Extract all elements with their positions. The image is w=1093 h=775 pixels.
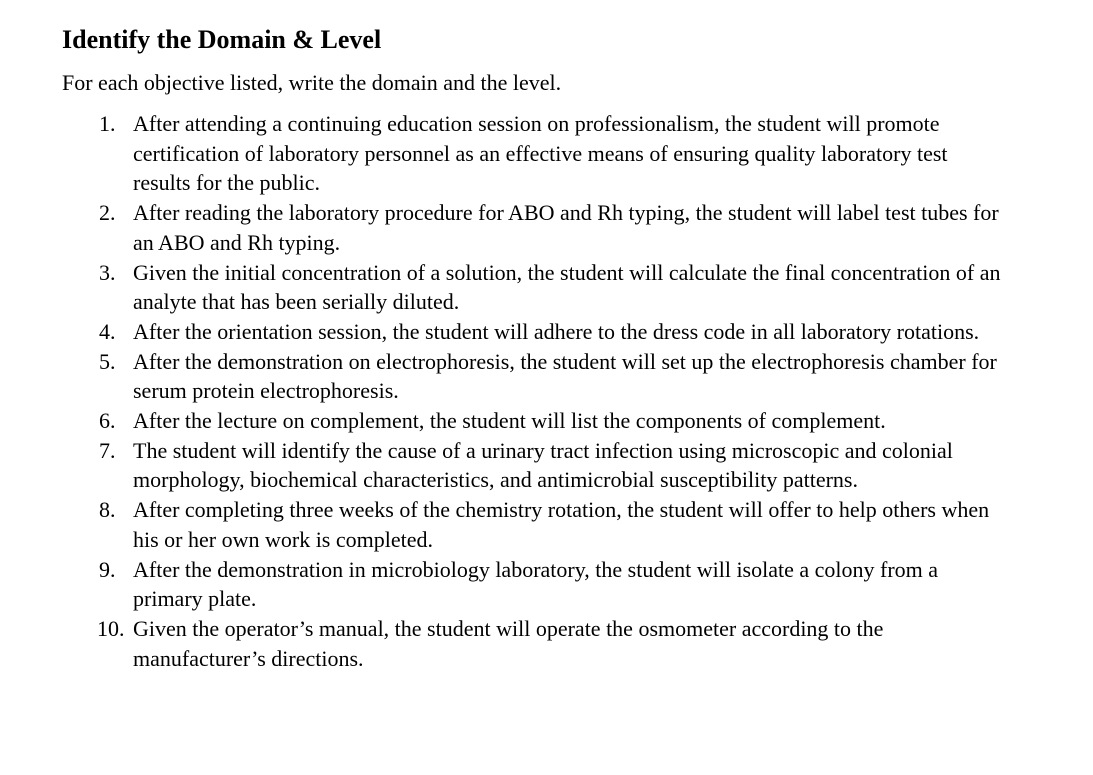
list-item — [62, 406, 1062, 436]
list-item — [62, 347, 1062, 406]
item-text: Given the initial concentration of a solution, the student will calculate the final concentration of an analyte that has been serially diluted. — [133, 259, 1001, 315]
item-text: After the demonstration on electrophoresis, the student will set up the electrophoresis chamber for serum protein electrophoresis. — [133, 348, 997, 404]
item-number: 5. — [99, 348, 116, 374]
list-item — [62, 495, 1062, 554]
page-title: Identify the Domain & Level — [62, 25, 382, 54]
item-number: 10. — [97, 615, 125, 641]
item-number: 9. — [99, 556, 116, 582]
item-number: 7. — [99, 437, 116, 463]
list-item — [62, 436, 1062, 495]
item-text: After the orientation session, the student will adhere to the dress code in all laboratory rotations. — [133, 318, 980, 344]
objectives-list — [62, 109, 1062, 673]
list-item — [62, 109, 1062, 198]
item-text: After the lecture on complement, the student will list the components of complement. — [133, 408, 886, 434]
item-text: After reading the laboratory procedure for ABO and Rh typing, the student will label test tubes for an ABO and Rh typing. — [133, 200, 999, 255]
document-page — [62, 22, 1062, 673]
item-number: 1. — [99, 111, 116, 136]
item-number: 2. — [99, 200, 116, 226]
item-number: 8. — [99, 497, 116, 523]
item-text: After attending a continuing education session on professionalism, the student will promote certification of laboratory personnel as an effective means of ensuring quality laboratory test results for the public. — [133, 111, 948, 196]
item-text: The student will identify the cause of a urinary tract infection using microscopic and colonial morphology, biochemical characteristics, and antimicrobial susceptibility patterns. — [133, 437, 953, 493]
list-item — [62, 555, 1062, 614]
item-number: 3. — [99, 259, 116, 285]
list-item — [62, 258, 1062, 317]
item-number: 4. — [99, 318, 116, 344]
list-item — [62, 614, 1062, 673]
list-item — [62, 198, 1062, 257]
item-number: 6. — [99, 408, 116, 434]
list-item — [62, 317, 1062, 347]
item-text: After the demonstration in microbiology laboratory, the student will isolate a colony from a primary plate. — [133, 556, 939, 612]
item-text: Given the operator’s manual, the student will operate the osmometer according to the manufacturer’s directions. — [133, 615, 884, 671]
instructions-text: For each objective listed, write the domain and the level. — [62, 70, 562, 95]
item-text: After completing three weeks of the chemistry rotation, the student will offer to help others when his or her own work is completed. — [133, 497, 990, 552]
